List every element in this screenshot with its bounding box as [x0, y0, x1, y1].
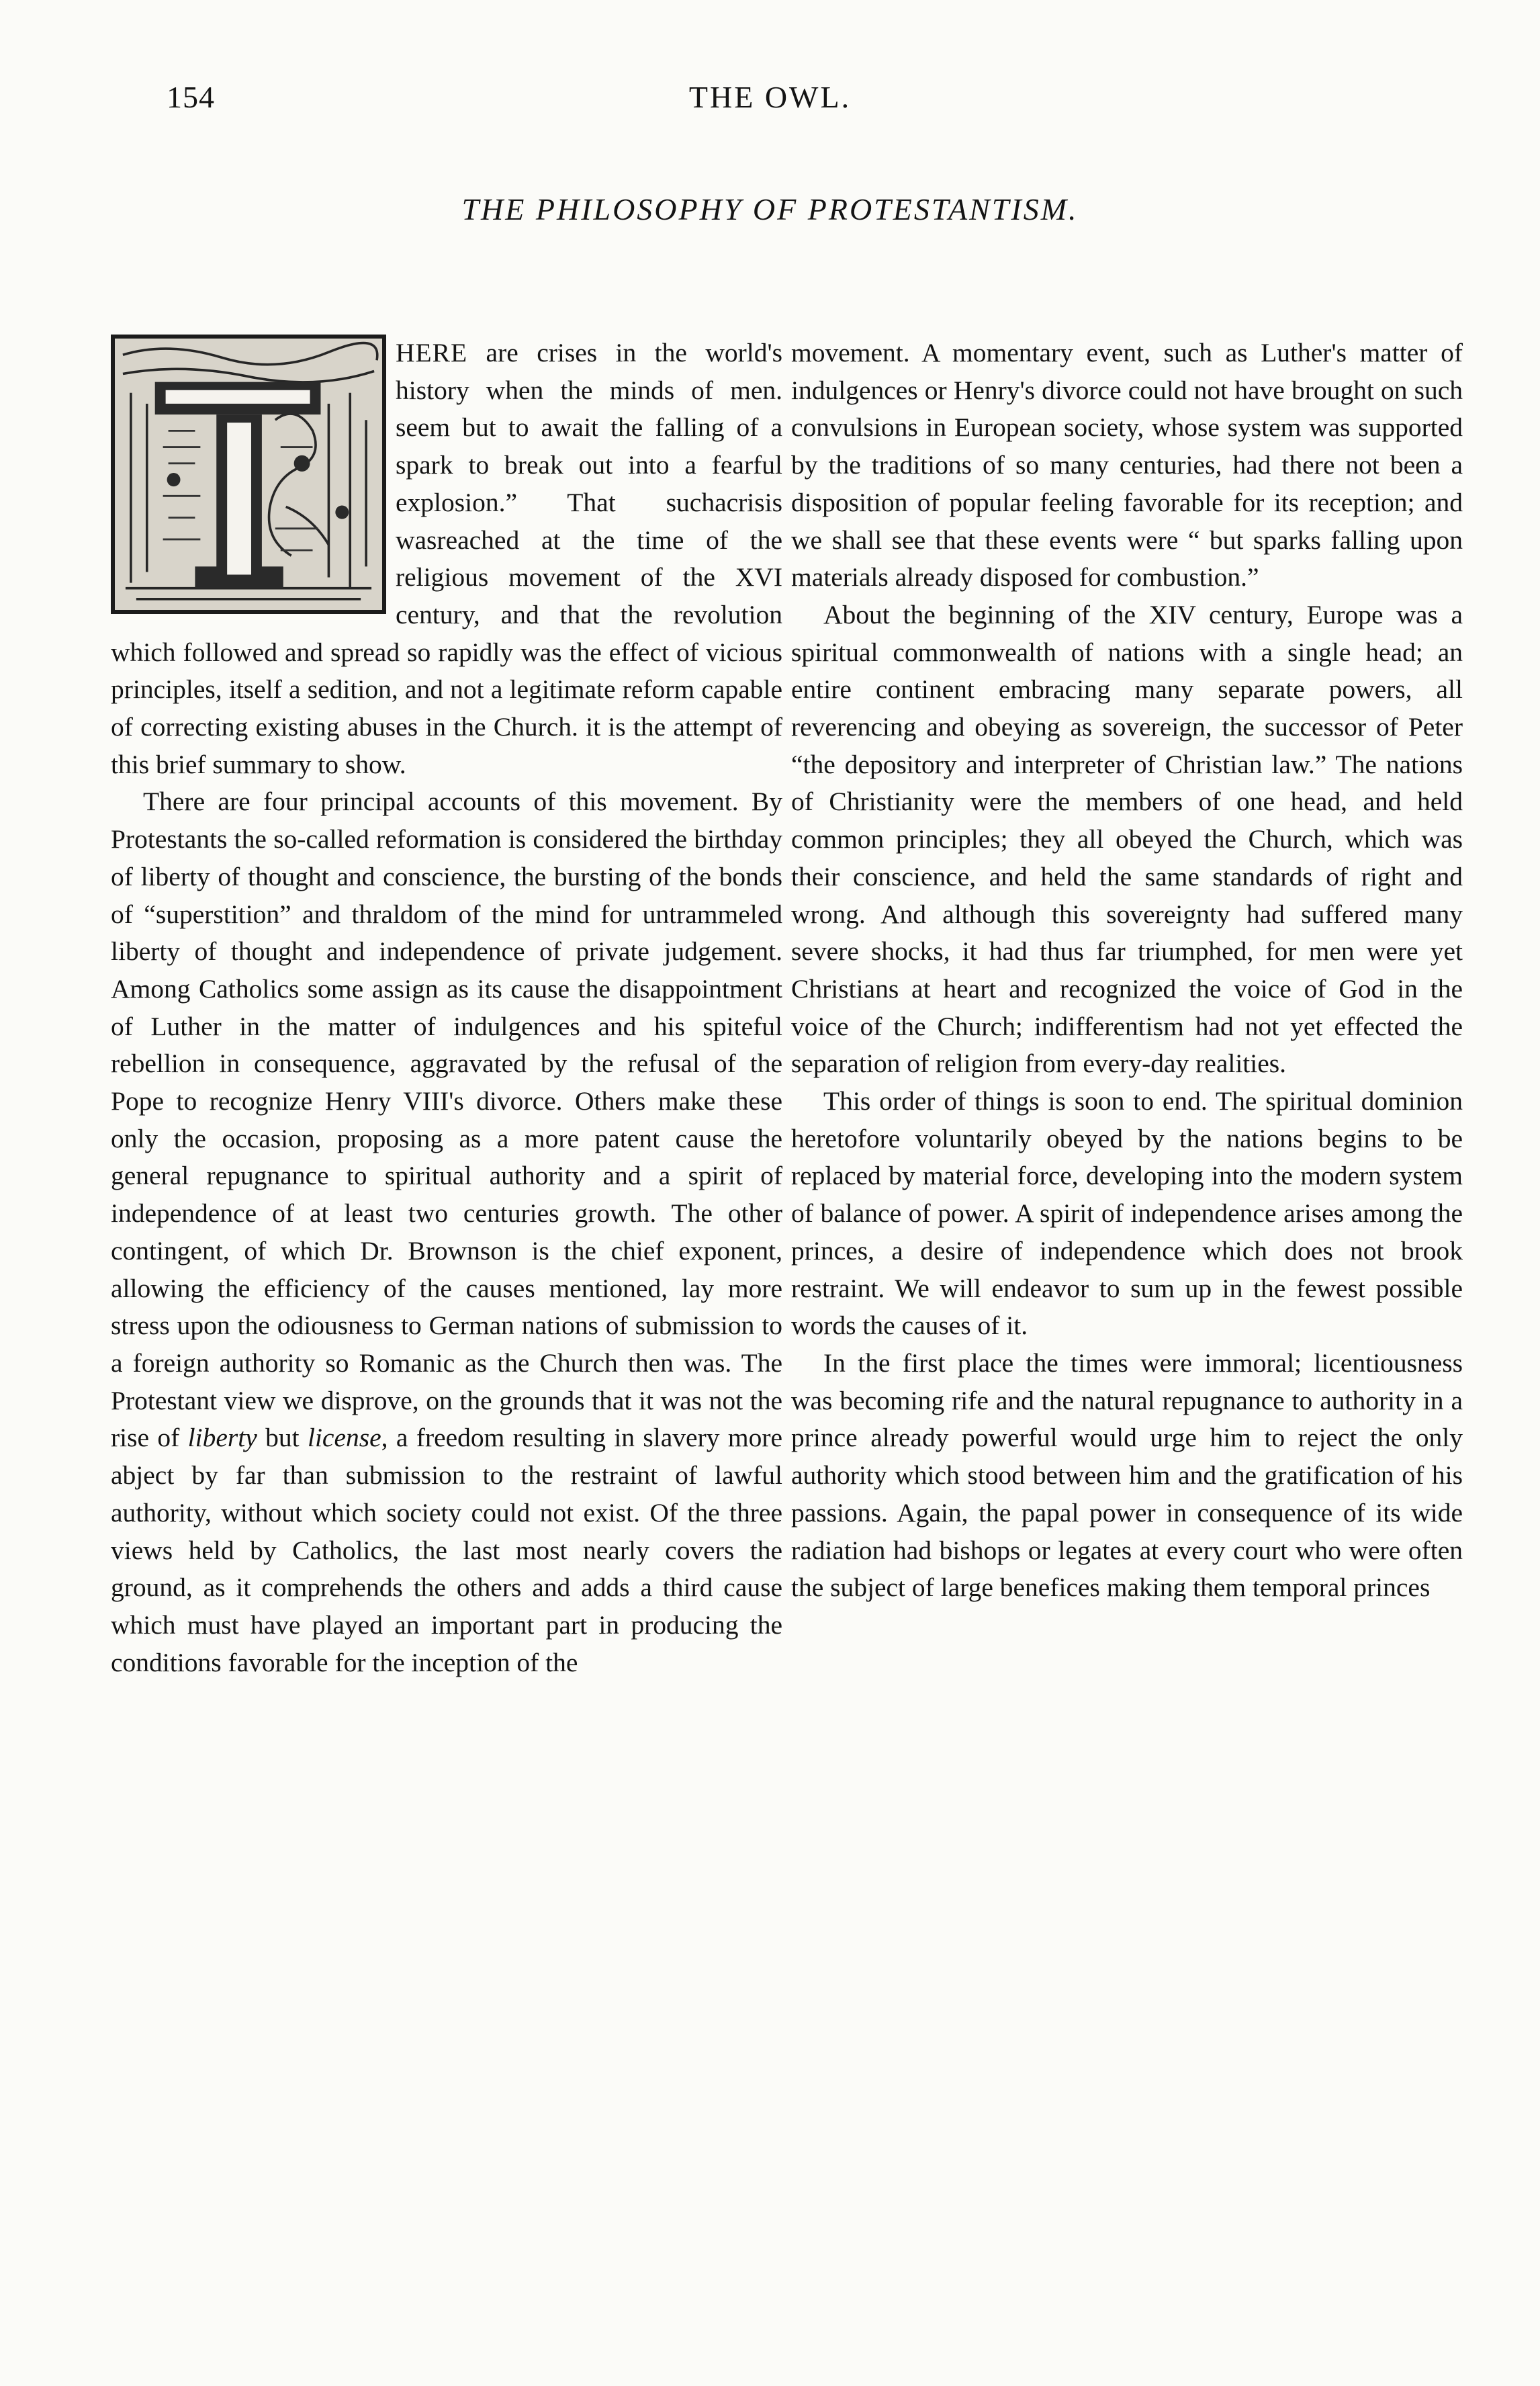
opening-word: HERE	[396, 338, 468, 367]
emphasis-liberty: liberty	[187, 1423, 257, 1453]
emphasis-license: license	[307, 1423, 381, 1453]
left-paragraph-2-text-a: There are four principal accounts of this movement. By Protestants the so-called reformation is considered the birthday of liberty of thought and conscience, the bursting of the bonds of “superstition” and thraldom of the mind for untrammeled liberty of thought and independence of private judgement. Among Catholics some assign as its cause the disappointment of Luther in the matter of indulgences and his spiteful rebellion in consequence, aggravated by the refusal of the Pope to recognize Henry VIII's divorce. Others make these only the occasion, proposing as a more patent cause the general repugnance to spiritual authority and a spirit of independence of at least two centuries growth. The other contingent, of which Dr. Brownson is the chief exponent, allowing the efficiency of the causes mentioned, lay more stress upon the odiousness to German nations of submission to a foreign authority so Romanic as the Church then was. The Protestant view we disprove, on the grounds that it was not the rise of	[111, 787, 782, 1453]
right-paragraph-3: This order of things is soon to end. The spiritual dominion heretofore voluntarily obeyed by the nations begins to be replaced by material force, developing into the modern system of balance of power. A spirit of independence arises among the princes, a desire of independence which does not brook restraint. We will endeavor to sum up in the fewest possible words the causes of it.	[791, 1086, 1463, 1341]
left-paragraph-1-text: are crises in the world's history when the minds of men. seem but to await the falling of a spark to break out into a fearful explosion.” That suchacrisis wasreached at the time of the religious movement of the XVI century, and that the revolution which followed and spread so rapidly was the effect of vicious principles, itself a sedition, and not a legitimate reform capable of correcting existing abuses in the Church. it is the attempt of this brief summary to show.	[111, 338, 782, 779]
ornamental-initial-icon	[115, 339, 382, 610]
journal-title: THE OWL.	[688, 80, 852, 114]
right-paragraph-1: movement. A momentary event, such as Luther's matter of indulgences or Henry's divorce could not have brought on such convulsions in European society, whose system was supported by the traditions of so many centuries, had there not been a disposition of popular feeling favorable for its reception; and we shall see that these events were “ but sparks falling upon materials already disposed for combustion.”	[791, 338, 1463, 592]
running-head	[0, 79, 1540, 133]
left-paragraph-2-text-c: , a freedom resulting in slavery more abject by far than submission to the restraint of lawful authority, without which society could not exist. Of the three views held by Catholics, the last most nearly covers the ground, as it comprehends the others and adds a third cause which must have played an important part in producing the conditions favorable for the inception of the	[111, 1423, 783, 1677]
left-paragraph-2-text-b: but	[257, 1423, 308, 1453]
right-column	[791, 335, 1463, 1607]
drop-cap-illustration	[111, 335, 386, 614]
left-paragraph-2	[111, 783, 782, 1681]
left-column	[111, 335, 782, 1681]
page-number: 154	[167, 80, 215, 114]
article-title: THE PHILOSOPHY OF PROTESTANTISM.	[461, 192, 1079, 226]
right-paragraph-4: In the first place the times were immoral; licentiousness was becoming rife and the natural repugnance to authority in a prince already powerful would urge him to reject the only authority which stood between him and the gratification of his passions. Again, the papal power in consequence of its wide radiation had bishops or legates at every court who were often the subject of large benefices making them temporal princes	[791, 1347, 1463, 1603]
right-paragraph-2: About the beginning of the XIV century, Europe was a spiritual commonwealth of nations with a single head; an entire continent embracing many separate powers, all reverencing and obeying as sovereign, the successor of Peter “the depository and interpreter of Christian law.” The nations of Christianity were the members of one head, and held common principles; they all obeyed the Church, which was their conscience, and held the same standards of right and wrong. And although this sovereignty had suffered many severe shocks, it had thus far triumphed, for men were yet Christians at heart and recognized the voice of God in the voice of the Church; indifferentism had not yet effected the separation of religion from every-day realities.	[791, 599, 1463, 1079]
